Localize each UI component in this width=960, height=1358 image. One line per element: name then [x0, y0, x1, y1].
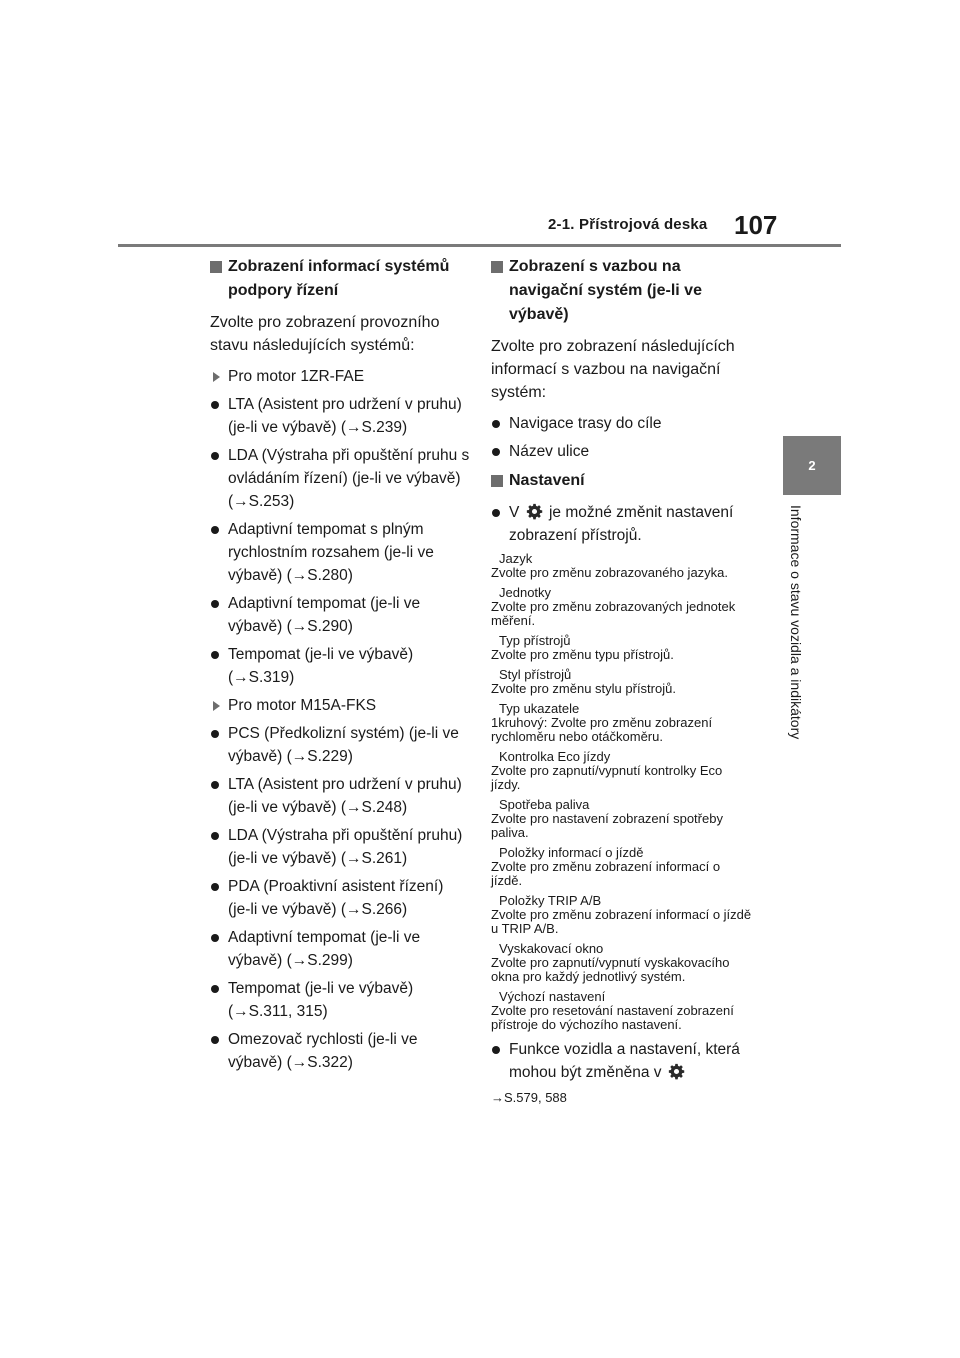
bullet-icon: [211, 832, 219, 840]
square-bullet-icon: [491, 475, 503, 487]
list-item: Navigace trasy do cíle: [491, 412, 753, 435]
section-heading: Zobrazení s vazbou na navigační systém (je-li ve výbavě): [491, 255, 753, 327]
sub-item: Položky informací o jízdě Zvolte pro změnu zobrazení informací o jízdě.: [491, 845, 721, 888]
group-title: Pro motor M15A-FKS: [210, 694, 470, 717]
sub-item: Položky TRIP A/B Zvolte pro změnu zobrazení informací o jízdě u TRIP A/B.: [491, 893, 752, 936]
list-item: Tempomat (je-li ve výbavě) (→S.319): [210, 643, 470, 689]
bullet-icon: [492, 420, 500, 428]
sub-item: Výchozí nastavení Zvolte pro resetování nastavení zobrazení přístroje do výchozího nastavení.: [491, 989, 734, 1032]
header-rule: [118, 244, 841, 247]
bullet-icon: [211, 730, 219, 738]
bullet-icon: [211, 526, 219, 534]
chapter-tab: 2: [783, 436, 841, 495]
left-column: [210, 255, 470, 1079]
sub-item: Kontrolka Eco jízdy Zvolte pro zapnutí/vypnutí kontrolky Eco jízdy.: [491, 749, 723, 792]
sub-item: Vyskakovací okno Zvolte pro zapnutí/vypnutí vyskakovacího okna pro každý jednotlivý systém.: [491, 941, 730, 984]
square-bullet-icon: [210, 261, 222, 273]
intro-text: Zvolte pro zobrazení následujících informací s vazbou na navigační systém:: [491, 338, 735, 401]
chapter-title: Informace o stavu vozidla a indikátory: [788, 505, 804, 740]
sub-item: Typ ukazatele 1kruhový: Zvolte pro změnu zobrazení rychloměru nebo otáčkoměru.: [491, 701, 713, 744]
list-item: LTA (Asistent pro udržení v pruhu) (je-li ve výbavě) (→S.248): [210, 773, 470, 819]
bullet-icon: [211, 452, 219, 460]
section-heading: Zobrazení informací systémů podpory řízení: [210, 255, 470, 303]
gear-icon: [668, 1063, 685, 1080]
list-item: Název ulice: [491, 440, 753, 463]
sub-item: Jazyk Zvolte pro změnu zobrazovaného jazyka.: [491, 551, 729, 580]
bullet-icon: [211, 401, 219, 409]
page-number: 107: [734, 210, 778, 240]
final-item: Funkce vozidla a nastavení, která mohou být změněna v: [491, 1038, 753, 1084]
intro-text: Zvolte pro zobrazení provozního stavu následujících systémů:: [210, 314, 440, 354]
list-item: Tempomat (je-li ve výbavě) (→S.311, 315): [210, 977, 470, 1023]
sub-item: Spotřeba paliva Zvolte pro nastavení zobrazení spotřeby paliva.: [491, 797, 723, 840]
list-item: Adaptivní tempomat (je-li ve výbavě) (→S.290): [210, 592, 470, 638]
section-title: 2-1. Přístrojová deska: [548, 216, 708, 233]
bullet-icon: [211, 600, 219, 608]
bullet-icon: [492, 1046, 500, 1054]
triangle-bullet-icon: [213, 701, 220, 711]
gear-icon: [526, 503, 543, 520]
settings-heading: Nastavení: [491, 469, 753, 493]
sub-item: Jednotky Zvolte pro změnu zobrazovaných jednotek měření.: [491, 585, 736, 628]
list-item: LDA (Výstraha při opuštění pruhu) (je-li ve výbavě) (→S.261): [210, 824, 470, 870]
bullet-icon: [492, 448, 500, 456]
right-column: [491, 255, 753, 1105]
group-title: Pro motor 1ZR-FAE: [210, 365, 470, 388]
bullet-icon: [211, 985, 219, 993]
square-bullet-icon: [491, 261, 503, 273]
bullet-icon: [211, 651, 219, 659]
list-item: LTA (Asistent pro udržení v pruhu) (je-li ve výbavě) (→S.239): [210, 393, 470, 439]
triangle-bullet-icon: [213, 372, 220, 382]
list-item: Omezovač rychlosti (je-li ve výbavě) (→S.322): [210, 1028, 470, 1074]
list-item: Adaptivní tempomat s plným rychlostním rozsahem (je-li ve výbavě) (→S.280): [210, 518, 470, 587]
sub-item: Typ přístrojů Zvolte pro změnu typu přístrojů.: [491, 633, 674, 662]
bullet-icon: [211, 883, 219, 891]
page-reference: →S.579, 588: [491, 1090, 567, 1105]
list-item: LDA (Výstraha při opuštění pruhu s ovládáním řízení) (je-li ve výbavě) (→S.253): [210, 444, 470, 513]
list-item: PDA (Proaktivní asistent řízení) (je-li ve výbavě) (→S.266): [210, 875, 470, 921]
list-item: PCS (Předkolizní systém) (je-li ve výbavě) (→S.229): [210, 722, 470, 768]
bullet-icon: [211, 934, 219, 942]
sub-item: Styl přístrojů Zvolte pro změnu stylu přístrojů.: [491, 667, 676, 696]
bullet-icon: [492, 509, 500, 517]
bullet-icon: [211, 1036, 219, 1044]
bullet-icon: [211, 781, 219, 789]
settings-item: V je možné změnit nastavení zobrazení přístrojů.: [491, 501, 753, 547]
list-item: Adaptivní tempomat (je-li ve výbavě) (→S.299): [210, 926, 470, 972]
